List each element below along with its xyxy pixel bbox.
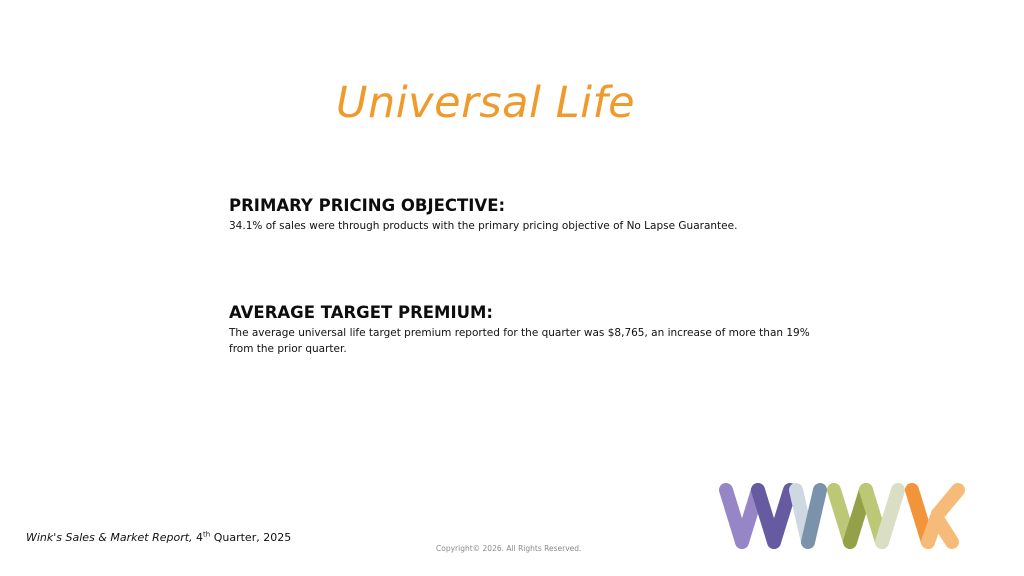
logo-w-stroke-4 bbox=[774, 490, 790, 542]
primary-pricing-text: 34.1% of sales were through products with the primary pricing objective of No Lapse Guarantee. bbox=[229, 220, 738, 232]
logo-i-stroke-2 bbox=[808, 490, 820, 542]
report-quarter-superscript: th bbox=[203, 530, 211, 539]
average-target-premium-section bbox=[229, 303, 819, 357]
average-target-premium-heading: AVERAGE TARGET PREMIUM: bbox=[229, 303, 494, 322]
primary-pricing-heading: PRIMARY PRICING OBJECTIVE: bbox=[229, 196, 506, 215]
slide-title: Universal Life bbox=[336, 78, 636, 128]
report-quarter-number: 4 bbox=[192, 531, 204, 544]
wink-logo bbox=[716, 480, 968, 552]
logo-k-stroke-4 bbox=[938, 520, 952, 542]
copyright-notice: Copyright© 2026. All Rights Reserved. bbox=[436, 544, 582, 553]
report-name: Wink's Sales & Market Report, bbox=[26, 531, 193, 544]
logo-n-stroke-4 bbox=[882, 490, 898, 542]
logo-k-stroke-3 bbox=[938, 490, 958, 514]
primary-pricing-section bbox=[229, 196, 819, 234]
report-footer bbox=[26, 531, 291, 544]
average-target-premium-text: The average universal life target premium reported for the quarter was $8,765, an increase of more than 19% from the prior quarter. bbox=[229, 327, 810, 355]
report-quarter-rest: Quarter, 2025 bbox=[210, 531, 292, 544]
